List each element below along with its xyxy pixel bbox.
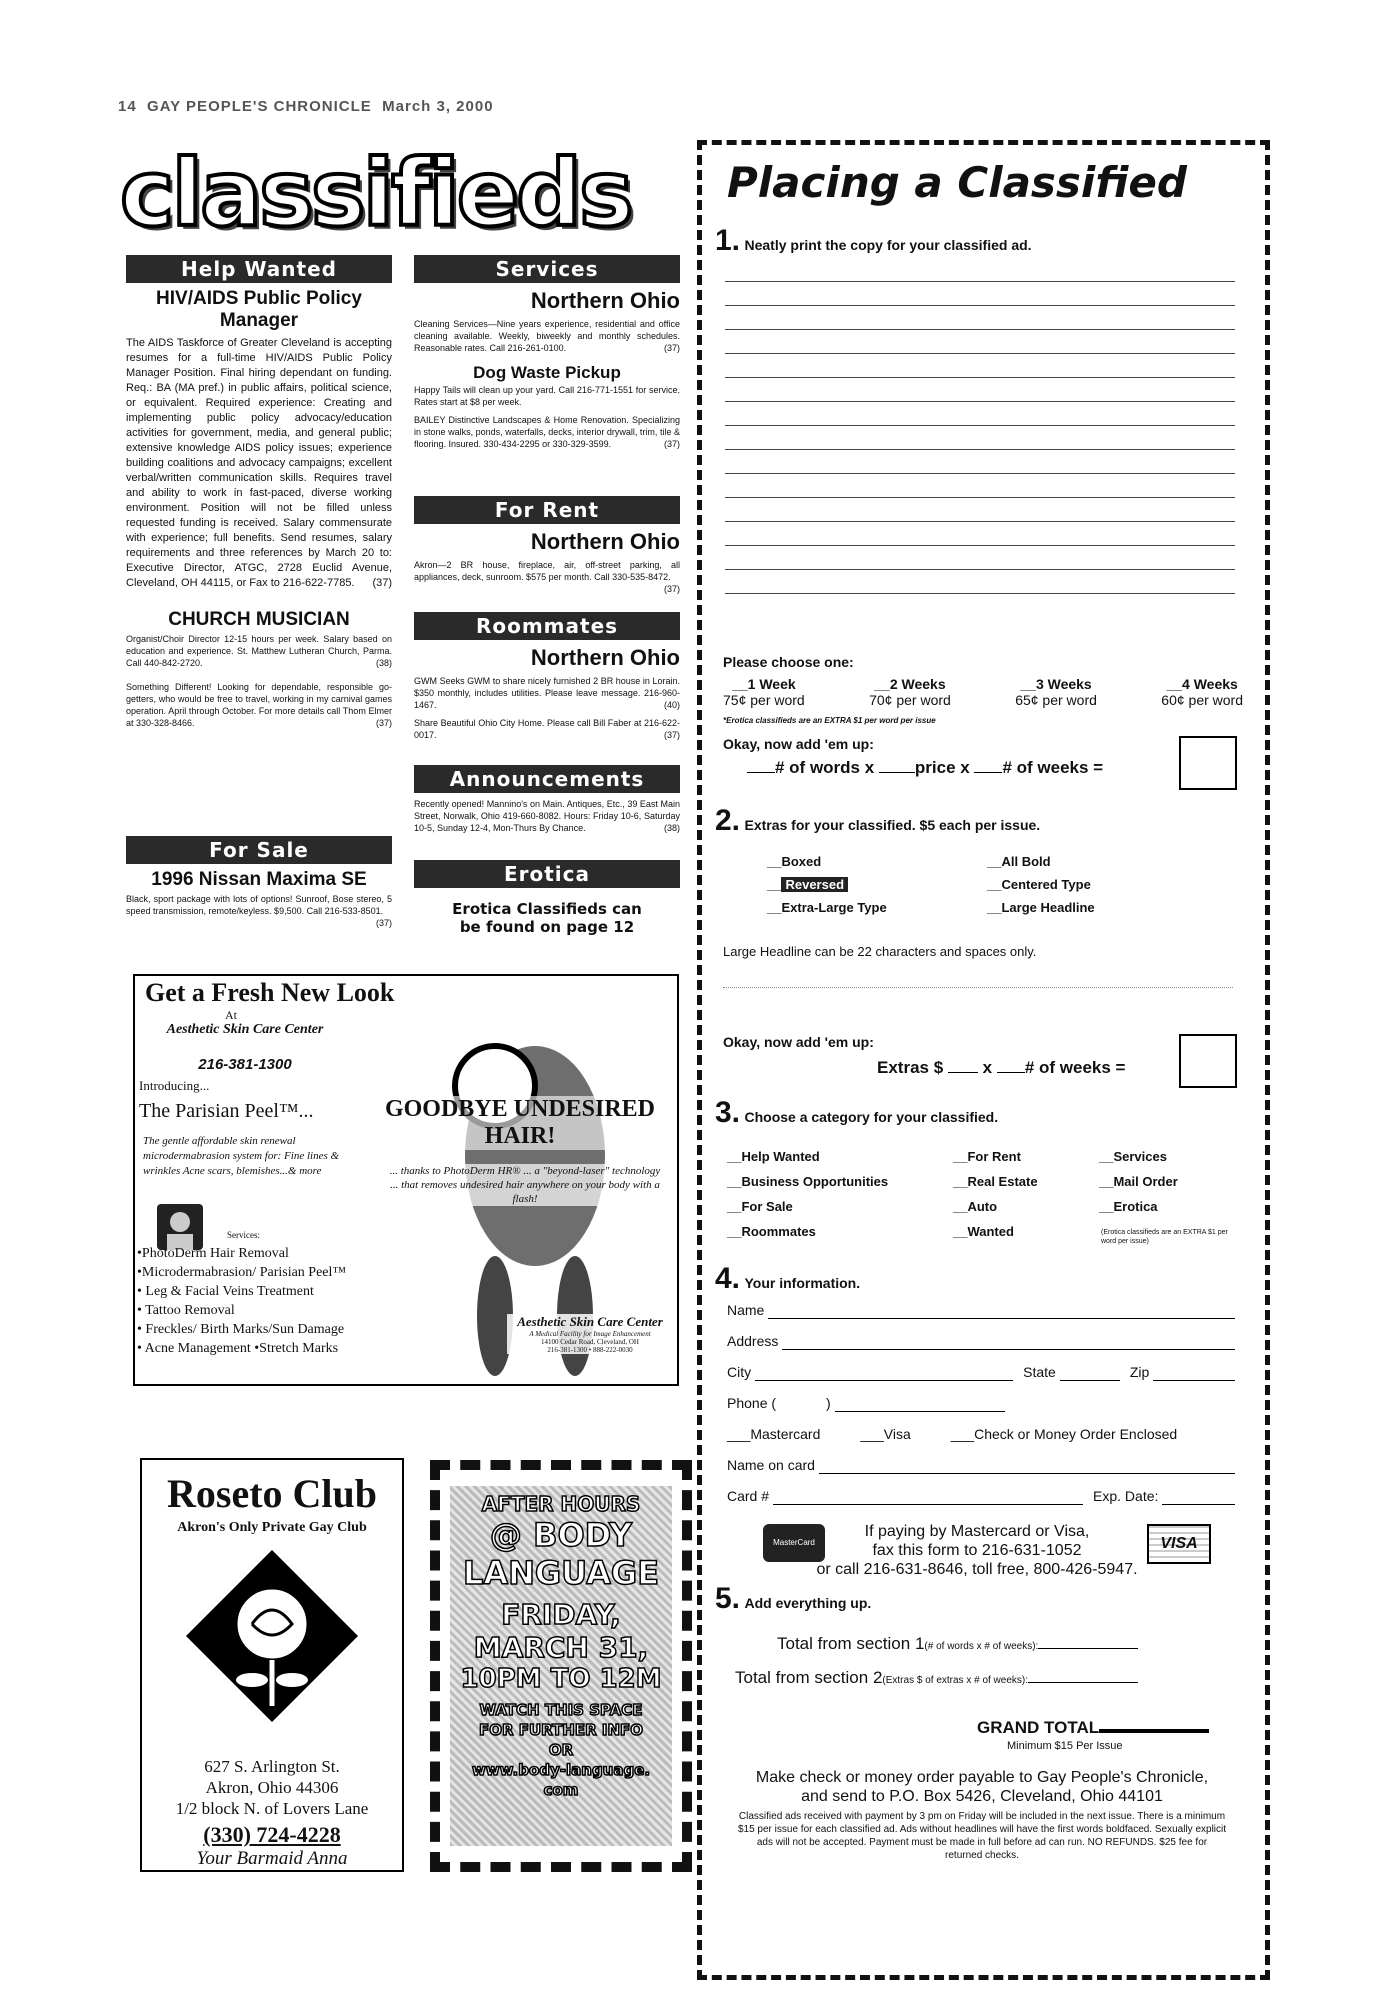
share-body [414,717,680,741]
info-fields [727,1302,1235,1519]
services-region: Northern Ohio [530,288,680,313]
ad-phone: 216-381-1300 [198,1056,292,1073]
ah-small [450,1700,672,1800]
week-option-4[interactable]: __4 Weeks 60¢ per word [1161,676,1243,708]
extra-boxed[interactable]: __Boxed [767,854,822,869]
total-2-sub: (Extras $ of extras x # of weeks): [882,1675,1029,1686]
add-em-up-2: Okay, now add 'em up: [723,1034,874,1050]
step-2-text: Extras for your classified. $5 each per issue. [744,817,1041,833]
week-label: 2 Weeks [889,676,946,692]
cat-business[interactable]: __Business Opportunities [727,1174,889,1189]
ad-number: (40) [663,700,680,710]
extra-label: Extra-Large Type [781,900,887,915]
roseto-address [142,1756,402,1819]
ah-line: 10PM TO 12M [460,1664,662,1694]
fax-info [767,1522,1187,1579]
headline-note: Large Headline can be 22 characters and spaces only. [723,944,1037,959]
extra-large-headline[interactable]: __Large Headline [987,900,1095,915]
ad-description: The gentle affordable skin renewal microdermabrasion system for: Fine lines & wrinkles Acne scars, blemishes...& more [143,1135,340,1177]
section-2-total-box[interactable] [1179,1034,1237,1088]
form-title: Placing a Classified [727,158,1187,207]
ah-small-line: WATCH THIS SPACE [479,1701,643,1719]
total-1-sub: (# of words x # of weeks): [924,1641,1039,1652]
total-1-label: Total from section 1 [777,1634,925,1653]
ad-number: (37) [372,577,392,589]
zip-input[interactable] [1153,1364,1235,1381]
ah-small-line: OR [548,1741,574,1759]
week-option-2[interactable]: __2 Weeks 70¢ per word [869,676,951,708]
pay-check[interactable]: ___Check or Money Order Enclosed [950,1426,1178,1442]
cleaning-text: Cleaning Services—Nine years experience, residential and office cleaning available. Weekly, biweekly and monthly schedules. Reasonable rates. Call 216-261-0100. [414,319,680,353]
dog-waste-body: Happy Tails will clean up your yard. Call 216-771-1551 for service. Rates start at $8 per week. [414,385,680,407]
step-number: 4. [715,1262,741,1295]
ad-number: (38) [663,823,680,833]
total-section-1 [777,1634,1237,1654]
help-wanted-section [126,288,392,729]
extra-label: Centered Type [1001,877,1091,892]
ad-tagline: ... thanks to PhotoDerm HR® ... a "beyond-laser" technology ... that removes undesired hair anywhere on your body with a flash! [385,1164,665,1206]
service-item: • Leg & Facial Veins Treatment [137,1284,314,1299]
minimum-note: Minimum $15 Per Issue [1007,1740,1123,1752]
calc-row-2 [877,1058,1125,1078]
fax-line: fax this form to 216-631-1052 [872,1542,1082,1559]
extras-blank[interactable] [948,1072,978,1073]
step-1 [715,224,1032,258]
ad-number: (38) [375,658,392,668]
words-blank[interactable] [747,772,775,773]
footer-name: Aesthetic Skin Care Center [517,1314,663,1329]
extra-label: Reversed [781,877,848,892]
category-label: Business Opportunities [741,1174,889,1189]
headline-line[interactable] [723,986,1233,988]
extras-weeks-blank[interactable] [997,1072,1025,1073]
roommates-section [414,645,680,741]
church-musician-title: CHURCH MUSICIAN [168,609,350,630]
ad-number: (37) [663,730,680,740]
erotica-header: Erotica [414,860,680,888]
week-label: 1 Week [747,676,796,692]
category-label: Real Estate [967,1174,1038,1189]
roseto-addr1: 627 S. Arlington St. [204,1757,340,1776]
nissan-title: 1996 Nissan Maxima SE [151,869,367,890]
calc-weeks: # of weeks = [1002,758,1104,777]
category-note: (Erotica classifieds are an EXTRA $1 per word per issue) [1101,1229,1228,1245]
total-section-2 [735,1668,1235,1688]
week-label: 3 Weeks [1035,676,1092,692]
extra-extra-large[interactable]: __Extra-Large Type [767,900,887,915]
after-hours-panel [450,1486,672,1846]
peel-the: The [139,1100,171,1122]
fax-line: If paying by Mastercard or Visa, [864,1523,1090,1540]
cat-help-wanted[interactable]: __Help Wanted [727,1149,820,1164]
erotica-surcharge-note: *Erotica classifieds are an EXTRA $1 per word per issue [723,716,936,725]
mannino-body [414,798,680,834]
cat-real-estate[interactable]: __Real Estate [953,1174,1038,1189]
roseto-addr3: 1/2 block N. of Lovers Lane [175,1799,369,1818]
extra-reversed[interactable]: __ Reversed [767,877,987,892]
footer-phone: 216-381-1300 • 888-222-0030 [547,1346,633,1354]
payment-label: Mastercard [750,1426,821,1442]
ad-number: (37) [375,718,392,728]
footer-sub: A Medical Facility for Image Enhancement [529,1330,651,1338]
rose-icon [182,1546,362,1726]
church-musician-body [126,633,392,669]
category-label: Help Wanted [741,1149,820,1164]
week-price: 65¢ per word [1015,692,1097,708]
total-2-label: Total from section 2 [735,1668,883,1687]
grand-total-label: GRAND TOTAL [977,1718,1100,1737]
ah-line: @ BODY [489,1516,633,1554]
week-price: 60¢ per word [1161,692,1243,708]
akron-text: Akron—2 BR house, fireplace, air, off-street parking, all appliances, deck, sunroom. $575 per month. Call 330-535-8472. [414,560,680,582]
week-price: 70¢ per word [869,692,951,708]
ad-headline: Get a Fresh New Look [145,978,395,1007]
step-number: 3. [715,1096,741,1129]
ah-line: FRIDAY, [501,1598,621,1631]
weeks-blank[interactable] [974,772,1002,773]
after-hours-ad [430,1460,692,1872]
category-label: Erotica [1113,1199,1158,1214]
exp-input[interactable] [1162,1488,1235,1505]
footer-address: 14100 Cedar Road, Cleveland, OH [541,1338,639,1346]
ah-line: AFTER HOURS [481,1492,641,1516]
address-label: Address [727,1333,779,1349]
announcements-header: Announcements [414,765,680,793]
roseto-host: Your Barmaid Anna [196,1848,348,1869]
calc-extras: Extras $ [877,1058,944,1077]
order-form [707,150,1260,1970]
erotica-note: Erotica Classifieds can be found on page 12 [452,900,642,936]
cat-auto[interactable]: __Auto [953,1199,998,1214]
ad-footer [507,1314,673,1354]
zip-label: Zip [1129,1364,1150,1380]
cat-roommates[interactable]: __Roommates [727,1224,816,1239]
help-wanted-header: Help Wanted [126,255,392,283]
calc-words: # of words x [775,758,875,777]
category-label: Mail Order [1113,1174,1178,1189]
calc-x: x [982,1058,993,1077]
something-different-body [126,681,392,729]
payment-label: Visa [883,1426,911,1442]
service-item: •PhotoDerm Hair Removal [137,1246,289,1261]
step-5 [715,1582,871,1616]
category-label: Auto [967,1199,998,1214]
grand-total-input[interactable] [1099,1729,1209,1733]
ad-clinic-name: Aesthetic Skin Care Center [166,1022,324,1037]
total-1-input[interactable] [1038,1648,1138,1649]
week-price: 75¢ per word [723,692,805,708]
name-on-card-input[interactable] [819,1457,1235,1474]
extras-options [767,854,1207,915]
category-label: Wanted [967,1224,1014,1239]
aesthetic-skin-care-ad [133,974,679,1386]
section-1-total-box[interactable] [1179,736,1237,790]
fax-line: or call 216-631-8646, toll free, 800-426-5947. [816,1561,1138,1578]
step-number: 2. [715,804,741,837]
for-rent-section [414,529,680,595]
cat-mail-order[interactable]: __Mail Order [1099,1174,1178,1189]
share-text: Share Beautiful Ohio City Home. Please call Bill Faber at 216-622-0017. [414,718,680,740]
bailey-body [414,414,680,450]
issue-date: March 3, 2000 [382,98,494,115]
service-item: •Microdermabrasion/ Parisian Peel™ [137,1265,347,1280]
church-text: Organist/Choir Director 12-15 hours per week. Salary based on education and experience. St. Matthew Lutheran Church, Parma. Call 440-842-2720. [126,634,392,668]
week-option-3[interactable]: __3 Weeks 65¢ per word [1015,676,1097,708]
for-sale-header: For Sale [126,836,392,864]
state-input[interactable] [1060,1364,1120,1381]
mail-line: Make check or money order payable to Gay People's Chronicle, [755,1769,1209,1786]
cat-services[interactable]: __Services [1099,1149,1167,1164]
roommates-header: Roommates [414,612,680,640]
ad-number: (37) [663,439,680,449]
pay-visa[interactable]: ___Visa [860,1426,911,1442]
phone-label: Phone ( [727,1395,777,1411]
name-on-card-label: Name on card [727,1457,815,1473]
step-4-text: Your information. [744,1275,861,1291]
services-header: Services [414,255,680,283]
name-input[interactable] [768,1302,1235,1319]
roseto-name: Roseto Club [166,1471,378,1516]
cleaning-body [414,318,680,354]
ad-intro: Introducing... [139,1078,210,1093]
extra-label: Boxed [781,854,822,869]
total-2-input[interactable] [1028,1682,1138,1683]
mail-line: and send to P.O. Box 5426, Cleveland, Ohio 44101 [801,1788,1163,1805]
roseto-club-ad [140,1458,404,1872]
step-3-text: Choose a category for your classified. [744,1109,999,1125]
step-number: 1. [715,224,741,257]
different-text: Something Different! Looking for dependable, responsible go-getters, who would be free to travel, working in my carnival games operation. April through October. For more details call Thom Elmer at 330-328-8466. [126,682,392,728]
hiv-aids-body [126,336,392,591]
grand-total [977,1718,1209,1738]
nissan-text: Black, sport package with lots of options! Sunroof, Bose stereo, 5 speed transmission, remote/keyless. $9,500. Call 216-533-8501. [126,894,392,916]
for-sale-section [126,869,392,929]
category-label: Roommates [741,1224,816,1239]
gwm-body [414,675,680,711]
hiv-aids-text: The AIDS Taskforce of Greater Cleveland is accepting resumes for a full-time HIV/AIDS Public Policy Manager Position. Final hiring dependant on funding. Req.: BA (MA pref.) in public affairs, political science, or equivalent. Required experience: Creating and implementing public policy advocacy/education activities for government, media, and general public; extensive knowledge AIDS policy issues; experience building coalitions and advocacy campaigns; excellent verbal/written communication skills. Requires travel and ability to work in fast-paced, diverse working environment. Position will not be filled unless requested funding is received. Salary commensurate with experience; full benefits. Send resumes, salary requirements and three references by March 20 to: Executive Director, ATGC, 2728 Euclid Avenue, Cleveland, OH 44115, or Fax to 216-622-7785. [126,337,392,589]
hiv-aids-title: HIV/AIDS Public Policy Manager [156,288,362,331]
mailing-info [727,1768,1237,1806]
ad-copy-lines[interactable] [725,258,1235,594]
pay-mastercard[interactable]: ___Mastercard [727,1426,821,1442]
roommates-region: Northern Ohio [530,645,680,670]
area-code-input[interactable] [776,1395,826,1426]
ad-number: (37) [375,918,392,928]
category-label: For Sale [741,1199,793,1214]
choose-one: Please choose one: [723,654,854,670]
peel-name: Parisian Peel™... [175,1100,314,1122]
week-option-1[interactable]: __1 Week 75¢ per word [723,676,805,708]
city-input[interactable] [755,1364,1013,1381]
ah-line: MARCH 31, [473,1631,649,1664]
ad-at: At [225,1008,237,1022]
ad-services-label: Services: [227,1230,260,1240]
extra-all-bold[interactable]: __All Bold [987,854,1051,869]
roseto-addr2: Akron, Ohio 44306 [205,1778,339,1797]
ad-number: (37) [663,584,680,594]
step-2 [715,804,1040,838]
week-options [723,676,1243,708]
category-label: For Rent [967,1149,1021,1164]
step-number: 5. [715,1582,741,1615]
service-item: • Freckles/ Birth Marks/Sun Damage [137,1322,345,1337]
week-label: 4 Weeks [1182,676,1238,692]
calc-extras-weeks: # of weeks = [1024,1058,1126,1077]
step-3 [715,1096,998,1130]
exp-label: Exp. Date: [1093,1488,1159,1504]
calc-price: price x [914,758,970,777]
for-rent-region: Northern Ohio [530,529,680,554]
nissan-body [126,893,392,928]
ah-small-line: FOR FURTHER INFO [478,1721,643,1739]
page-number: 14 [118,98,137,115]
address-input[interactable] [782,1333,1235,1350]
visa-logo: VISA [1147,1524,1211,1564]
cat-for-sale[interactable]: __For Sale [727,1199,793,1214]
payment-label: Check or Money Order Enclosed [974,1426,1178,1442]
step-5-text: Add everything up. [744,1595,872,1611]
classifieds-logo: classifieds [120,140,631,247]
roseto-subtitle: Akron's Only Private Gay Club [177,1520,367,1535]
step-1-text: Neatly print the copy for your classified ad. [744,237,1032,253]
cat-for-rent[interactable]: __For Rent [953,1149,1021,1164]
announcements-section [414,798,680,834]
calc-row-1 [747,758,1103,778]
gwm-text: GWM Seeks GWM to share nicely furnished 2 BR house in Lorain. $350 monthly, includes utilities. Please leave message. 216-960-1467. [414,676,680,710]
price-blank[interactable] [879,772,915,773]
services-section [414,288,680,450]
state-label: State [1023,1364,1056,1380]
cat-erotica[interactable]: __Erotica [1099,1199,1158,1214]
step-4 [715,1262,860,1296]
fine-print: Classified ads received with payment by 3 pm on Friday will be included in the next issue. There is a minimum $15 per issue for each classified ad. Ads without headlines will have the first words boldfaced. Sexually explicit ads will not be accepted. Payment must be made in full before ad can run. NO REFUNDS. $25 fee for returned checks. [737,1811,1227,1861]
masthead [118,98,494,115]
cat-wanted[interactable]: __Wanted [953,1224,1014,1239]
phone-input[interactable] [835,1395,1005,1412]
dog-waste-title: Dog Waste Pickup [473,363,621,382]
for-rent-header: For Rent [414,496,680,524]
category-label: Services [1113,1149,1167,1164]
city-label: City [727,1364,752,1380]
bailey-text: BAILEY Distinctive Landscapes & Home Renovation. Specializing in stone walks, ponds, waterfalls, decks, interior drywall, trim, tile & flooring. Insured. 330-434-2295 or 330-329-3599. [414,415,680,449]
ah-small-line: com [543,1781,579,1799]
extra-label: Large Headline [1001,900,1095,915]
ad-services-list [137,1244,346,1358]
paper-name: GAY PEOPLE'S CHRONICLE [147,98,372,115]
extra-centered[interactable]: __Centered Type [987,877,1091,892]
name-label: Name [727,1302,765,1318]
extra-label: All Bold [1001,854,1051,869]
mastercard-logo: MasterCard [763,1524,825,1562]
service-item: • Acne Management •Stretch Marks [137,1341,339,1356]
ah-line: LANGUAGE [462,1554,660,1592]
ad-peel [139,1100,314,1123]
goodbye-headline: GOODBYE UNDESIRED HAIR! [365,1096,675,1150]
card-label: Card # [727,1488,770,1504]
roseto-phone: (330) 724-4228 [203,1822,341,1847]
service-item: • Tattoo Removal [137,1303,235,1318]
ah-small-line: www.body-language. [471,1761,651,1779]
add-em-up-1: Okay, now add 'em up: [723,736,874,752]
card-input[interactable] [773,1488,1083,1505]
mannino-text: Recently opened! Mannino's on Main. Antiques, Etc., 39 East Main Street, Norwalk, Ohio 419-660-8082. Hours: Friday 10-6, Saturday 10-5, Sunday 12-4, Mon-Thurs By Chance. [414,799,680,833]
ad-number: (37) [663,343,680,353]
akron-body [414,559,680,594]
phone-close: ) [826,1395,831,1411]
